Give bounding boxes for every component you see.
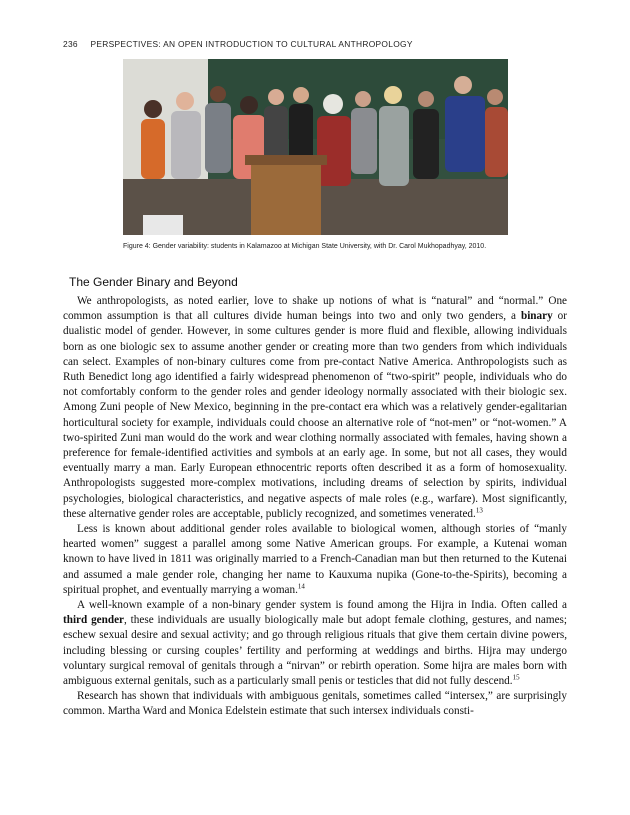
paragraph: Less is known about additional gender roles available to biological women, although stories of “manly hearted women” suggest a parallel among some Native American groups. For example, a Kutenai woman known to have lived in 1811 was originally married to a French-Canadian man but then returned to the Kutenai and assumed a male gender role, changing her name to Kauxuma nupika (Gone-to-the-Spirits), becoming a spiritual prophet, and eventually marrying a woman.$^{14}$	[63, 523, 567, 596]
footnote-ref: 15	[512, 673, 520, 682]
term-binary: binary	[520, 310, 553, 323]
paragraph: Research has shown that individuals with ambiguous genitals, sometimes called “intersex,” are surprisingly common. Martha Ward and Monica Edelstein estimate that such intersex individuals consti-	[63, 690, 567, 718]
paragraph: We anthropologists, as noted earlier, love to shake up notions of what is “natural” and “normal.” One common assumption is that all cultures divide human beings into two and only two genders, a binary or dualistic model of gender. However, in some cultures gender is more fluid and flexible, allowing individuals born as one biologic sex to assume another gender or creating more than two genders from which individuals can select. Examples of non-binary cultures come from pre-contact Native America. Anthropologists such as Ruth Benedict long ago identified a fairly widespread phenomenon of “two-spirit” people, individuals who do not comfortably conform to the gender roles and gender ideology normally associated with their biologic sex. Among Zuni people of New Mexico, beginning in the pre-contact era which was a relatively gender-egalitarian horticultural society for example, individuals could choose an alternative role of “not-men” or “not-women.” A two-spirited Zuni man would do the work and wear clothing normally associated with females, having shown a preference for female-identified activities and symbols at an early age. In some, but not all cases, they would eventually marry a man. Early European ethnocentric reports often described it as a form of homosexuality. Anthropologists suggested more-complex motivations, including dreams of selection by spirits, individual psychologies, biological characteristics, and negative aspects of male roles (e.g., warfare). Most significantly, these alternative gender roles are acceptable, publicly recognized, and sometimes venerated.$^{13}$	[63, 295, 567, 520]
footnote-ref: 13	[475, 506, 483, 515]
group-photo	[123, 59, 508, 235]
running-header	[63, 39, 413, 49]
running-title: PERSPECTIVES: AN OPEN INTRODUCTION TO CULTURAL ANTHROPOLOGY	[90, 39, 413, 49]
section-heading: The Gender Binary and Beyond	[69, 275, 238, 289]
figure-caption: Figure 4: Gender variability: students in Kalamazoo at Michigan State University, with Dr. Carol Mukhopadhyay, 2010.	[123, 243, 487, 250]
group-photo-drawing	[123, 59, 508, 235]
page-number: 236	[63, 39, 78, 49]
body-text	[63, 294, 567, 720]
paragraph: A well-known example of a non-binary gender system is found among the Hijra in India. Often called a third gender, these individuals are usually biologically male but adopt female clothing, gestures, and names; eschew sexual desire and sexual activity; and go through religious rituals that give them certain divine powers, including blessing or cursing couples’ fertility and performing at weddings and births. Hijra may undergo voluntary surgical removal of genitals through a “nirvan” or rebirth operation. Some hijra are males born with ambiguous external genitals, such as a particularly small penis or testicles that did not fully descend.$^{15}$	[63, 599, 567, 688]
footnote-ref: 14	[297, 582, 305, 591]
term-third-gender: third gender	[63, 614, 125, 627]
